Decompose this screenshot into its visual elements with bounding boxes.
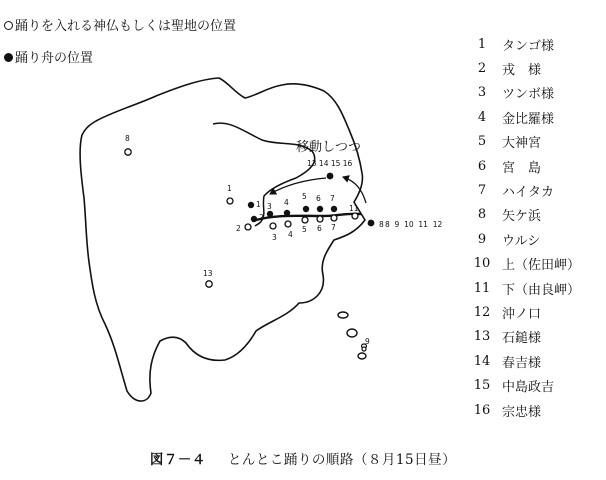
open-marker-circle [245,224,251,230]
key-item: 11 下（由良岬） [473,280,581,298]
marker [270,223,277,242]
marker-label: 1 [227,184,232,193]
moving-numbers: 13 14 15 16 [307,159,353,168]
marker-label: 9 [365,337,370,346]
marker-label: 5 [302,192,307,201]
filled-marker-dot [267,211,273,217]
open-marker-circle [227,198,233,204]
marker [267,202,273,217]
filled-marker-dot [251,216,257,222]
open-marker-circle [206,281,212,287]
marker [302,192,309,212]
legend-shrine-label: 踊りを入れる神仏もしくは聖地の位置 [15,19,237,34]
key-item: 4 金比羅様 [477,109,555,127]
marker [236,224,251,233]
marker-label: 2 [259,213,264,222]
marker [330,194,337,212]
marker [125,134,131,155]
key-item: 6 宮 島 [477,158,542,176]
key-item: 3 ツンボ様 [477,85,555,103]
marker [331,215,337,232]
key-item: 9 ウルシ [477,231,541,249]
legend-boat-label: 踊り舟の位置 [15,51,94,66]
marker-label: 6 [316,194,321,203]
key-item: 15 中島政吉 [473,378,555,396]
marker [316,194,323,212]
marker-label: 8 [379,220,384,229]
marker-label: 6 [317,224,322,233]
key-item: 7 ハイタカ [477,183,555,201]
marker-label: 2 [236,224,241,233]
island [338,312,348,318]
filled-marker-dot [331,206,337,212]
marker [285,221,293,239]
marker-label: 7 [331,223,336,232]
marker-label: 3 [272,233,277,242]
open-marker-circle [352,213,358,219]
marker [251,213,264,222]
key-item: 2 戎 様 [477,61,542,79]
marker [227,184,233,204]
filled-marker-dot [303,206,309,212]
legend-key-list [470,32,580,422]
open-marker-circle [125,149,131,155]
open-marker-circle [362,347,366,351]
open-marker-circle [302,217,308,223]
marker-label: 3 [267,202,272,211]
bay-shoreline [213,123,315,226]
marker-label: 11 [349,204,359,213]
marker-label: 4 [288,230,293,239]
marker [203,269,213,287]
figure-title: とんとこ踊りの順路（８月15日昼） [227,452,457,468]
key-item: 8 矢ケ浜 [477,207,542,225]
key-item: 14 春吉様 [473,353,542,371]
marker [284,198,290,216]
marker [248,200,261,209]
key-item: 16 宗忠様 [473,402,542,420]
open-marker-circle [331,215,337,221]
key-item: 10 上（佐田岬） [473,256,581,274]
marker-label: 5 [302,225,307,234]
marker [317,216,323,233]
open-marker-circle [270,223,276,229]
mainland-coastline [80,78,365,401]
filled-marker-dot [368,220,375,227]
marker-label: 8 [125,134,130,143]
key-item: 12 沖ノ口 [473,304,542,322]
key-item: 1 タンゴ様 [477,36,555,54]
marker [368,220,384,229]
filled-marker-dot [284,210,290,216]
trail-numbers: 8 9 10 11 12 [385,220,443,229]
key-item: 13 石鎚様 [473,329,542,347]
filled-marker-dot [248,202,254,208]
marker-label: 7 [330,194,335,203]
moving-boat-dot [327,173,334,180]
moving-label: 移動しつつ [296,140,362,155]
marker-label: 4 [284,198,289,207]
marker [349,204,359,219]
island [358,353,366,359]
figure-number: 図７－４ [149,452,206,468]
key-item: 5 大神宮 [477,134,542,152]
open-marker-circle [285,221,291,227]
open-marker-circle [317,216,323,222]
figure-caption [0,448,606,468]
marker-label: 1 [256,200,261,209]
filled-marker-dot [317,206,323,212]
marker [302,217,308,234]
marker-label: 13 [203,269,213,278]
island [347,329,357,337]
